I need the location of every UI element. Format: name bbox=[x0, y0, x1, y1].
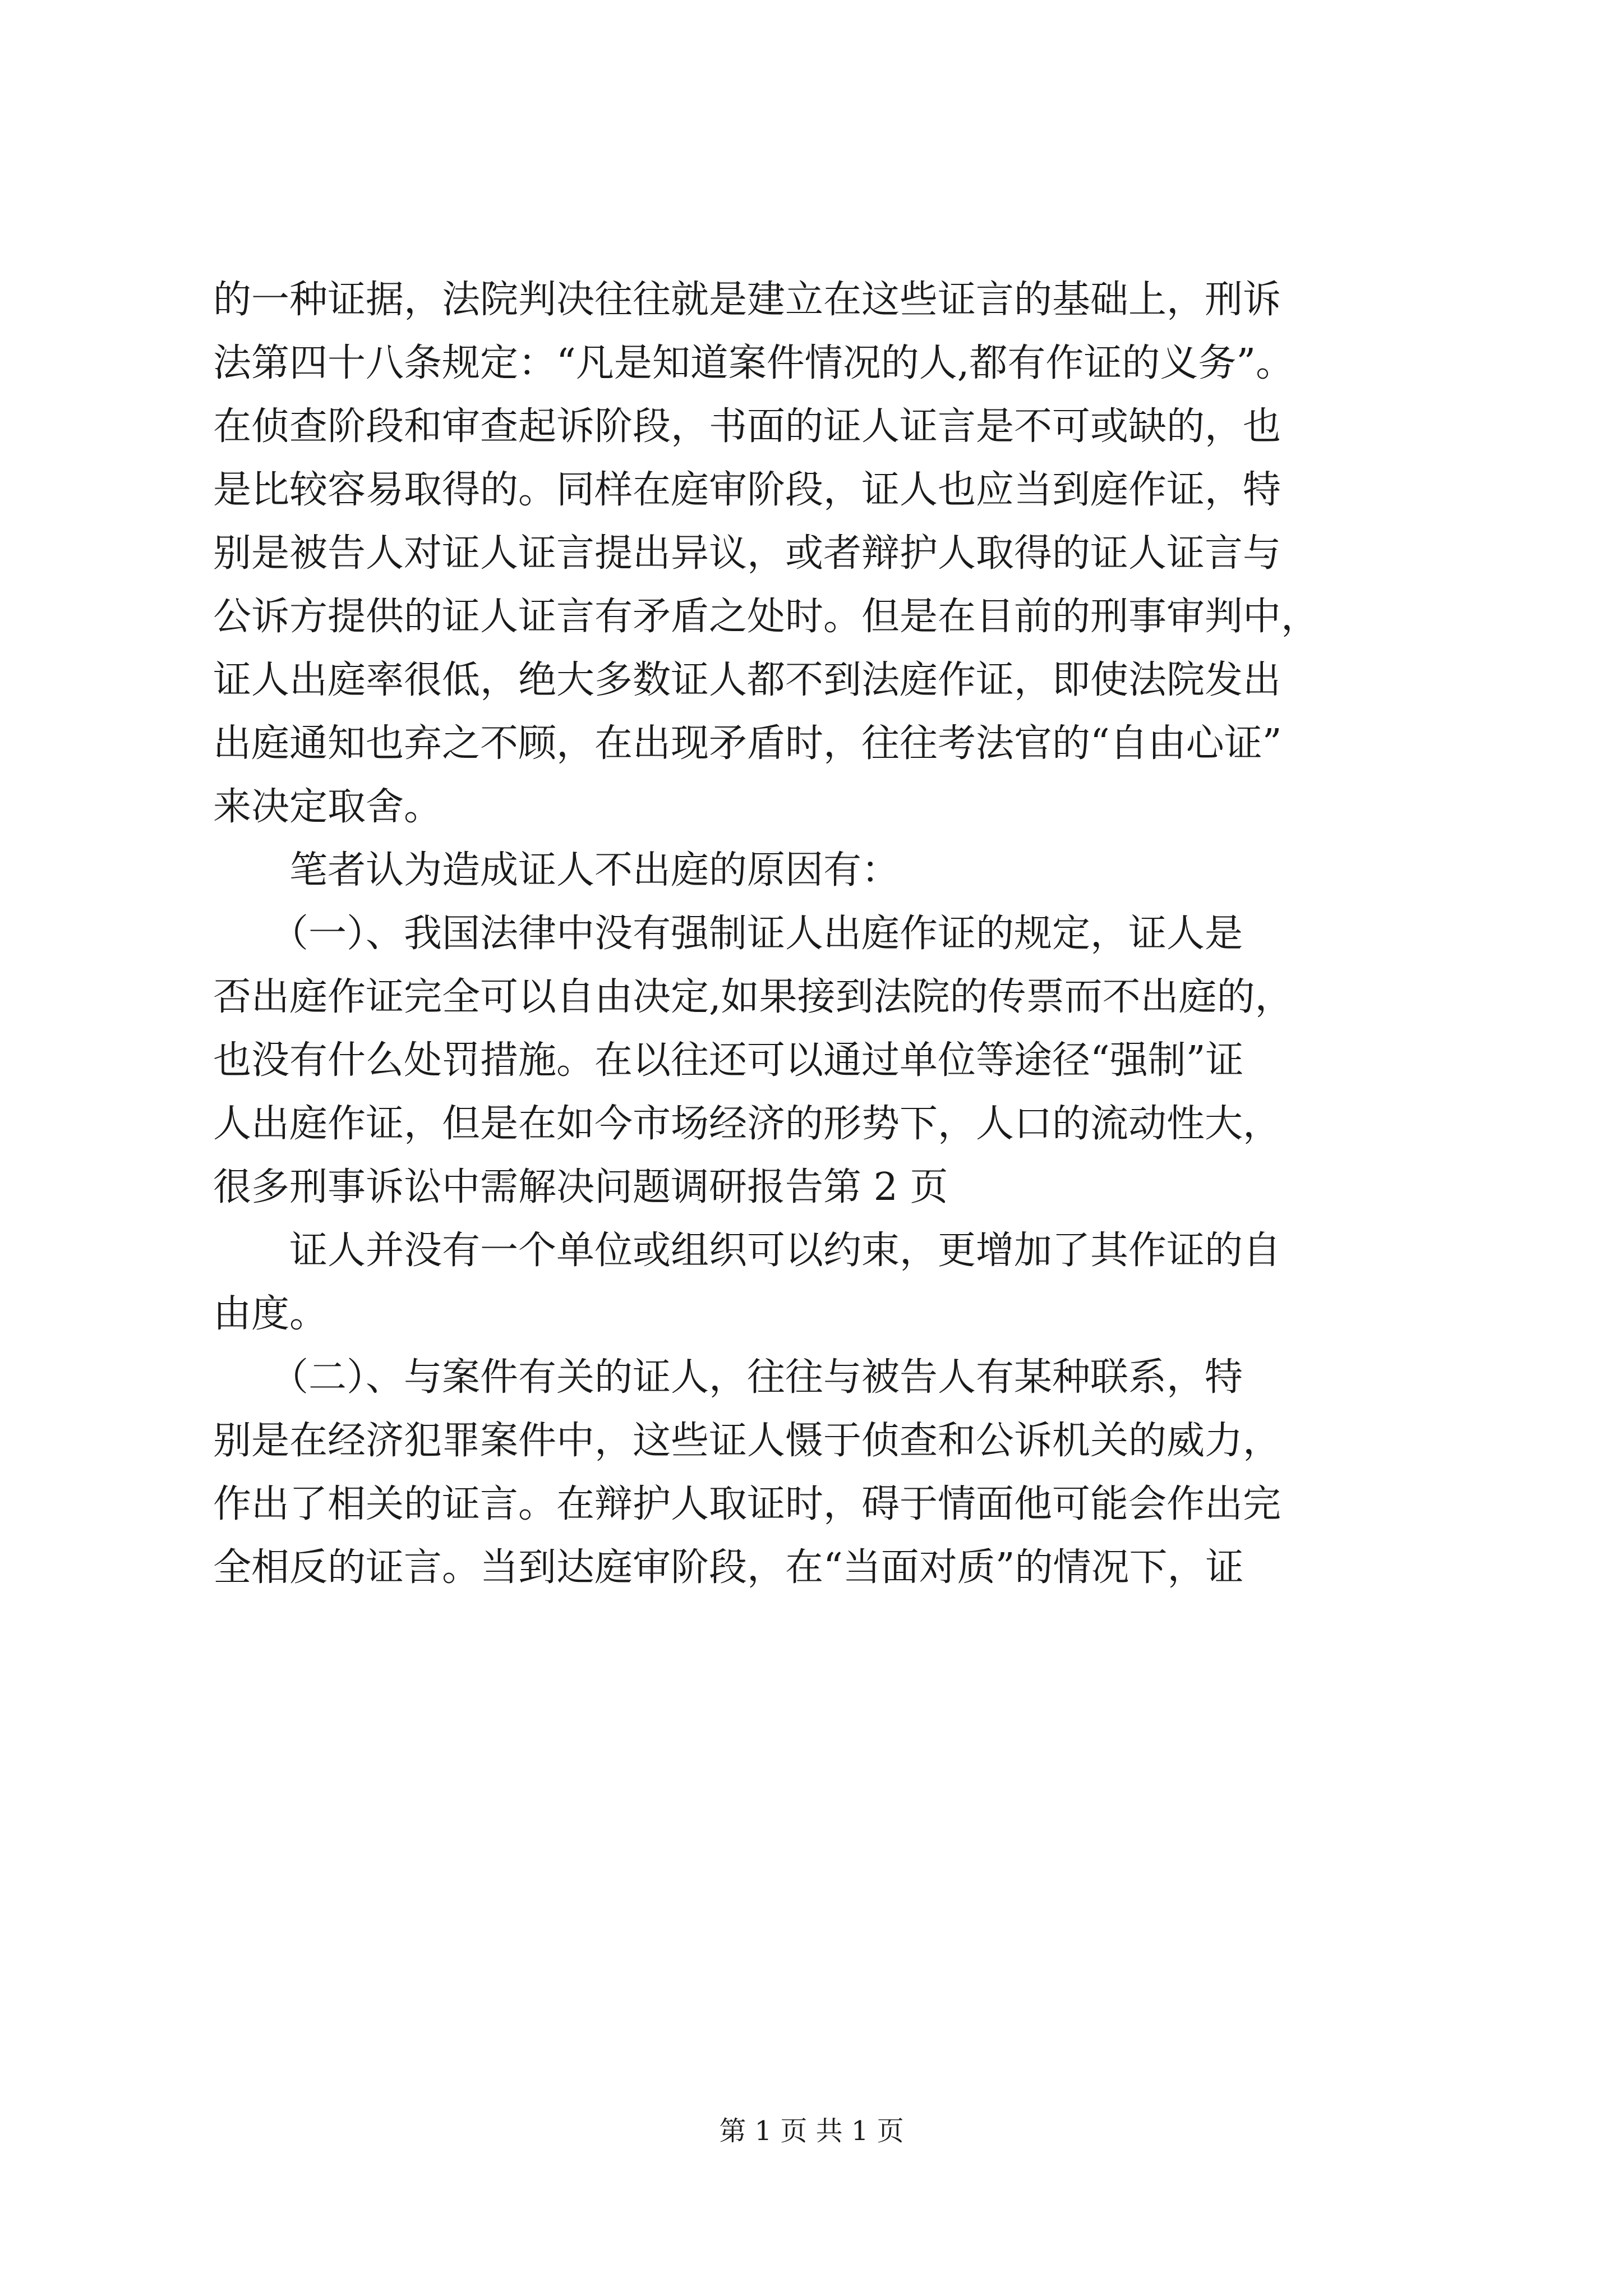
text-line: 笔者认为造成证人不出庭的原因有： bbox=[213, 848, 900, 892]
text-line: 否出庭作证完全可以自由决定,如果接到法院的传票而不出庭的， bbox=[213, 975, 1293, 1019]
text-line: 很多刑事诉讼中需解决问题调研报告第 2 页 bbox=[213, 1165, 948, 1209]
text-line: （一）、我国法律中没有强制证人出庭作证的规定，证人是 bbox=[213, 912, 1243, 956]
text-line: （二）、与案件有关的证人，往往与被告人有某种联系，特 bbox=[213, 1355, 1243, 1400]
document-body bbox=[213, 268, 1436, 1599]
text-line: 作出了相关的证言。在辩护人取证时，碍于情面他可能会作出完 bbox=[213, 1482, 1281, 1526]
text-line: 全相反的证言。当到达庭审阶段，在“当面对质”的情况下，证 bbox=[213, 1545, 1244, 1590]
text-line: 人出庭作证，但是在如今市场经济的形势下，人口的流动性大， bbox=[213, 1102, 1281, 1146]
text-line: 公诉方提供的证人证言有矛盾之处时。但是在目前的刑事审判中， bbox=[213, 595, 1320, 639]
text-line: 出庭通知也弃之不顾，在出现矛盾时，往往考法官的“自由心证” bbox=[213, 721, 1282, 766]
text-line: 由度。 bbox=[213, 1292, 328, 1336]
text-line: 在侦查阶段和审查起诉阶段，书面的证人证言是不可或缺的，也 bbox=[213, 404, 1281, 449]
text-line: 是比较容易取得的。同样在庭审阶段，证人也应当到庭作证，特 bbox=[213, 468, 1281, 512]
text-line: 别是在经济犯罪案件中，这些证人慑于侦查和公诉机关的威力， bbox=[213, 1419, 1281, 1463]
text-line: 的一种证据，法院判决往往就是建立在这些证言的基础上，刑诉 bbox=[213, 278, 1281, 322]
text-line: 别是被告人对证人证言提出异议，或者辩护人取得的证人证言与 bbox=[213, 531, 1281, 576]
text-line: 证人并没有一个单位或组织可以约束，更增加了其作证的自 bbox=[213, 1228, 1281, 1273]
text-line: 来决定取舍。 bbox=[213, 785, 442, 829]
text-line: 也没有什么处罚措施。在以往还可以通过单位等途径“强制”证 bbox=[213, 1038, 1244, 1083]
text-line: 证人出庭率很低，绝大多数证人都不到法庭作证，即使法院发出 bbox=[213, 658, 1281, 702]
page-footer: 第 1 页 共 1 页 bbox=[719, 2115, 904, 2147]
text-line: 法第四十八条规定：“凡是知道案件情况的人,都有作证的义务”。 bbox=[213, 341, 1294, 385]
